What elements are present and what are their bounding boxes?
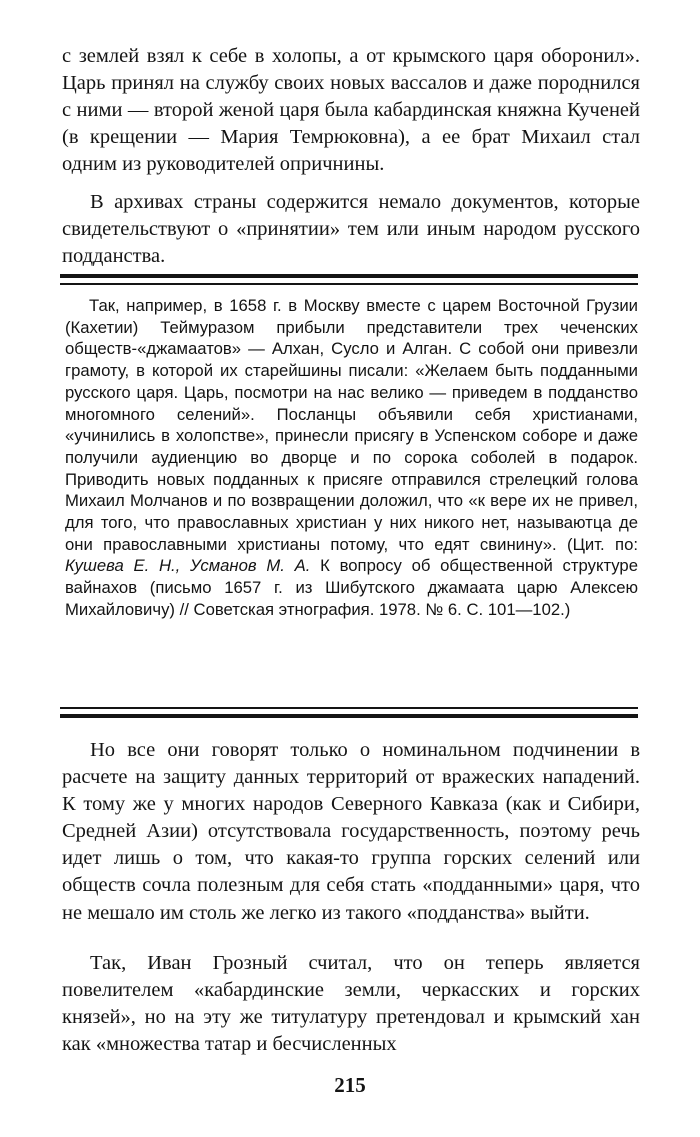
inset-top-rule-thick: [60, 274, 638, 278]
body-paragraph-4: Так, Иван Грозный считал, что он теперь является повелителем «кабардинские земли, черкасских и горских князей», но на эту же титулатуру претендовал и крымский хан как «множества татар и бесчисленных: [62, 952, 640, 1056]
body-paragraph-3: Но все они говорят только о номинальном подчинении в расчете на защиту данных территорий от вражеских нападений. К тому же у многих народов Северного Кавказа (как и Сибири, Средней Азии) отсутствовала государственность, поэтому речь идет лишь о том, что какая-то группа горских селений или обществ сочла полезным для себя стать «подданными» царя, что не мешало им столь же легко из такого «подданства» выйти.: [62, 739, 640, 924]
citation-authors: Кушева Е. Н., Усманов М. А.: [65, 556, 311, 576]
citation-source: К вопросу об общественной структуре вайнахов (письмо 1657 г. из Шибутского джамаата царю Алексею Михайловичу) // Советская этнография. 1978. № 6. С. 101—102.): [65, 556, 638, 619]
inset-text-main: Так, например, в 1658 г. в Москву вместе с царем Восточной Грузии (Кахетии) Теймуразом прибыли представители трех чеченских обществ-«джамаатов» — Алхан, Сусло и Алган. С собой они привезли грамоту, в которой их старейшины писали: «Желаем быть подданными русского царя. Царь, посмотри на нас велико — приведем в подданство многомного селений». Посланцы объявили себя христианами, «учинились в холопстве», принесли присягу в Успенском соборе и даже получили аудиенцию во дворце и по сорока соболей в подарок. Приводить новых подданных к присяге отправился стрелецкий голова Михаил Молчанов и по возвращении доложил, что «к вере их не привел, для того, что православных христиан у них никого нет, называютца де они православными христианы потому, что едят свинину». (Цит. по:: [65, 296, 638, 554]
inset-bottom-rule-thin: [60, 707, 638, 709]
body-paragraph-1: с землей взял к себе в холопы, а от крымского царя оборонил». Царь принял на службу своих новых вассалов и даже породнился с ними — второй женой царя была кабардинская княжна Кученей (в крещении — Мария Темрюковна), а ее брат Михаил стал одним из руководителей опричнины.: [62, 45, 640, 176]
page-number: 215: [334, 1073, 366, 1097]
inset-text: [65, 295, 638, 621]
body-paragraph-2: В архивах страны содержится немало документов, которые свидетельствуют о «принятии» тем или иным народом русского подданства.: [62, 191, 640, 268]
inset-bottom-rule-thick: [60, 714, 638, 718]
inset-top-rule-thin: [60, 283, 638, 285]
